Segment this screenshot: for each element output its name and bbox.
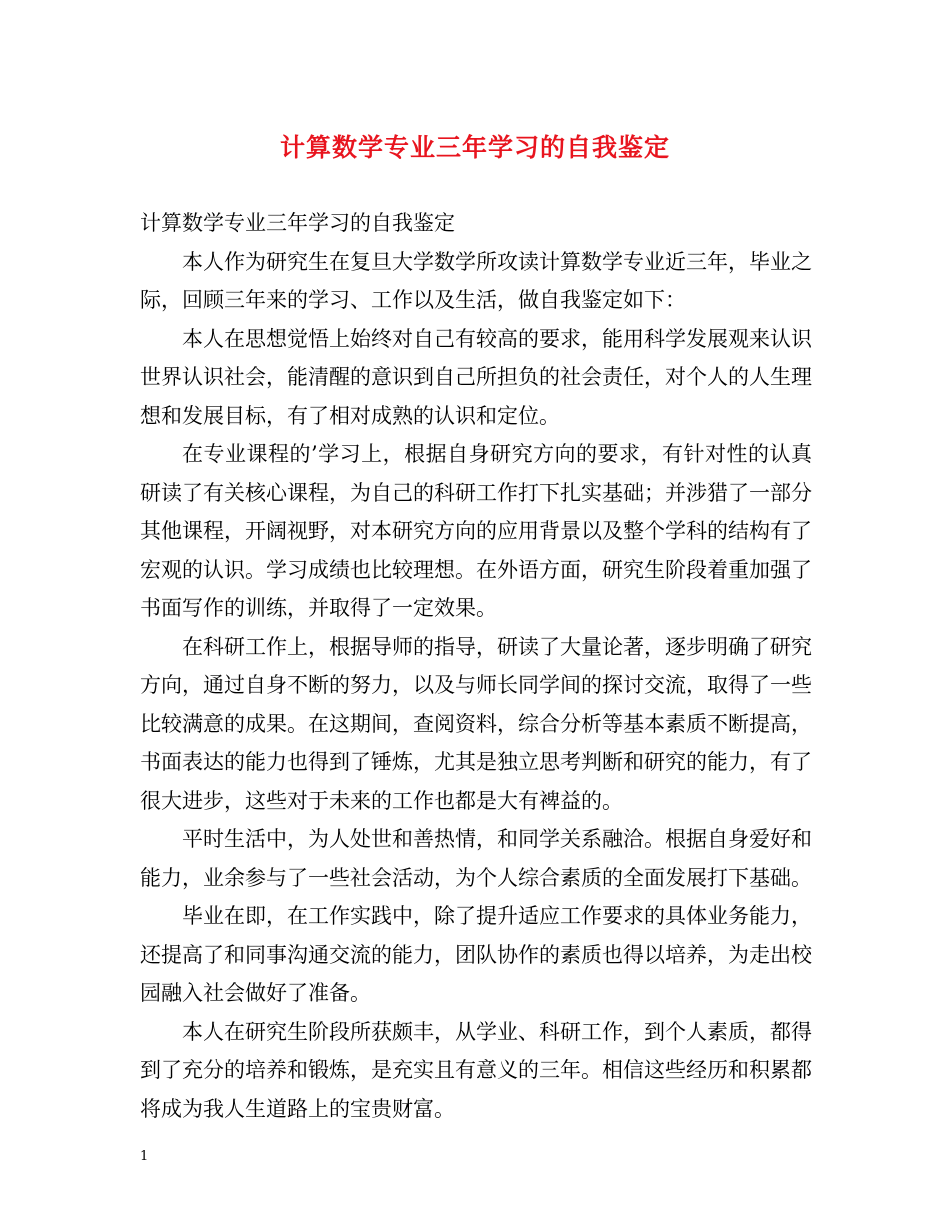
paragraph-conclusion: 本人在研究生阶段所获颇丰，从学业、科研工作，到个人素质，都得到了充分的培养和锻炼，是充实且有意义的三年。相信这些经历和积累都将成为我人生道路上的宝贵财富。 bbox=[140, 1019, 812, 1121]
paragraph-daily-life: 平时生活中，为人处世和善热情，和同学关系融洽。根据自身爱好和能力，业余参与了一些社会活动，为个人综合素质的全面发展打下基础。 bbox=[140, 827, 812, 890]
page-number: 1 bbox=[140, 1149, 149, 1164]
page-title: 计算数学专业三年学习的自我鉴定 bbox=[279, 133, 670, 162]
paragraph-work-practice: 毕业在即，在工作实践中，除了提升适应工作要求的具体业务能力，还提高了和同事沟通交流的能力，团队协作的素质也得以培养，为走出校园融入社会做好了准备。 bbox=[140, 904, 812, 1005]
document-subtitle: 计算数学专业三年学习的自我鉴定 bbox=[140, 211, 455, 235]
paragraph-coursework: 在专业课程的’学习上，根据自身研究方向的要求，有针对性的认真研读了有关核心课程，为自己的科研工作打下扎实基础；并涉猎了一部分其他课程，开阔视野，对本研究方向的应用背景以及整个学科的结构有了宏观的认识。学习成绩也比较理想。在外语方面，研究生阶段着重加强了书面写作的训练，并取得了一定效果。 bbox=[140, 442, 812, 620]
paragraph-research: 在科研工作上，根据导师的指导，研读了大量论著，逐步明确了研究方向，通过自身不断的努力，以及与师长同学间的探讨交流，取得了一些比较满意的成果。在这期间，查阅资料，综合分析等基本素质不断提高，书面表达的能力也得到了锤炼，尤其是独立思考判断和研究的能力，有了很大进步，这些对于未来的工作也都是大有裨益的。 bbox=[140, 634, 812, 813]
document-body bbox=[140, 204, 812, 1128]
paragraph-ideology: 本人在思想觉悟上始终对自己有较高的要求，能用科学发展观来认识世界认识社会，能清醒的意识到自己所担负的社会责任，对个人的人生理想和发展目标，有了相对成熟的认识和定位。 bbox=[140, 326, 812, 428]
paragraph-intro: 本人作为研究生在复旦大学数学所攻读计算数学专业近三年，毕业之际，回顾三年来的学习、工作以及生活，做自我鉴定如下： bbox=[140, 249, 812, 312]
